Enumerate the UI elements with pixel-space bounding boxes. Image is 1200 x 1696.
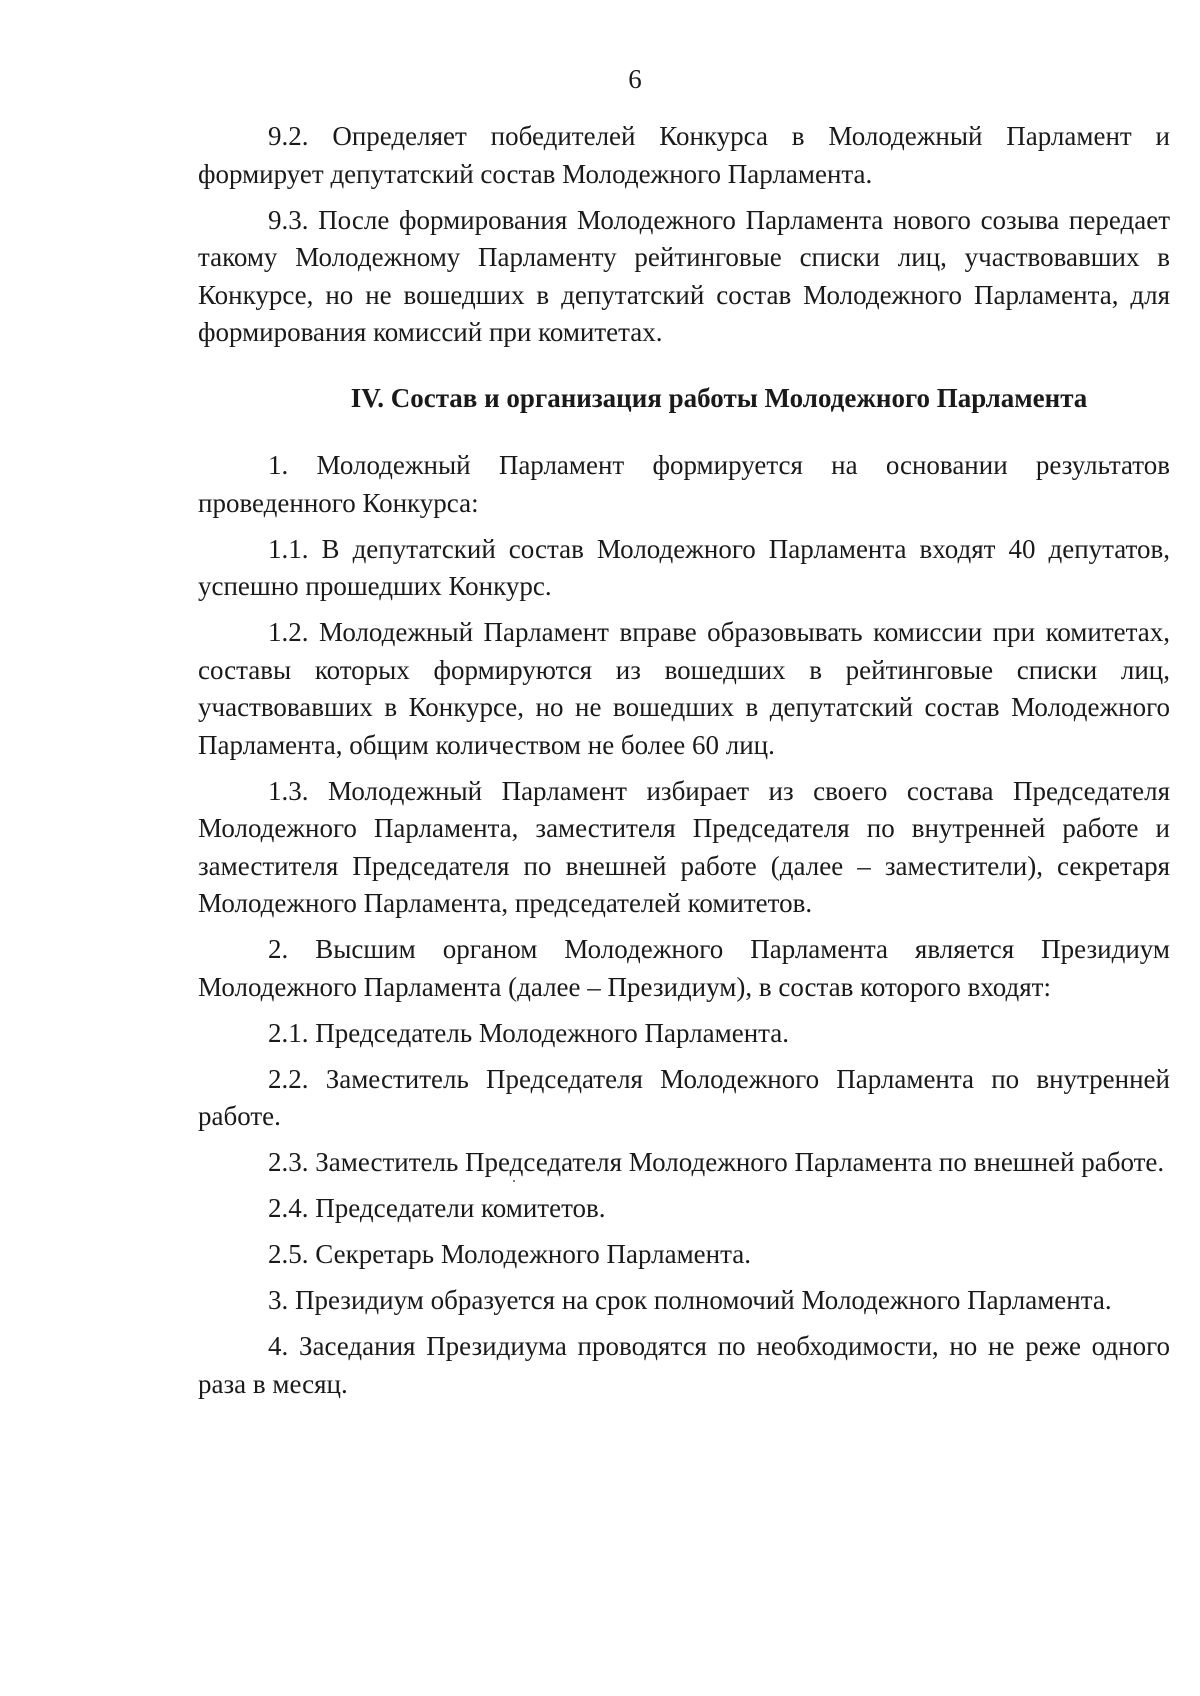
paragraph-1-2: 1.2. Молодежный Парламент вправе образовывать комиссии при комитетах, составы которых формируются из вошедших в рейтинговые списки лиц, участвовавших в Конкурсе, но не вошедших в депутатский состав Молодежного Парламента, общим количеством не более 60 лиц. — [198, 617, 1170, 760]
paragraph-2-1: 2.1. Председатель Молодежного Парламента. — [268, 1017, 790, 1048]
paragraph-2-3: 2.3. Заместитель Председателя Молодежного Парламента по внешней работе. — [268, 1147, 1165, 1177]
paragraph-3: 3. Президиум образуется на срок полномочий Молодежного Парламента. — [268, 1285, 1112, 1315]
scan-speck — [513, 1180, 515, 1182]
paragraph-2-4: 2.4. Председатели комитетов. — [268, 1193, 606, 1223]
paragraph-2-5: 2.5. Секретарь Молодежного Парламента. — [268, 1239, 751, 1269]
paragraph-9-2: 9.2. Определяет победителей Конкурса в Молодежный Парламент и формирует депутатский состав Молодежного Парламента. — [198, 121, 1170, 189]
document-body — [198, 118, 1170, 1412]
paragraph-1: 1. Молодежный Парламент формируется на основании результатов проведенного Конкурса: — [198, 450, 1170, 518]
paragraph-1-1: 1.1. В депутатский состав Молодежного Парламента входят 40 депутатов, успешно прошедших Конкурс. — [198, 533, 1170, 601]
paragraph-2-2: 2.2. Заместитель Председателя Молодежного Парламента по внутренней работе. — [198, 1063, 1170, 1131]
section-heading: IV. Состав и организация работы Молодежного Парламента — [350, 382, 1088, 413]
page-number: 6 — [628, 64, 642, 94]
paragraph-9-3: 9.3. После формирования Молодежного Парламента нового созыва передает такому Молодежному Парламенту рейтинговые списки лиц, участвовавших в Конкурсе, но не вошедших в депутатский состав Молодежного Парламента, для формирования комиссий при комитетах. — [198, 204, 1170, 347]
paragraph-4: 4. Заседания Президиума проводятся по необходимости, но не реже одного раза в месяц. — [198, 1331, 1170, 1399]
paragraph-2: 2. Высшим органом Молодежного Парламента является Президиум Молодежного Парламента (далее – Президиум), в состав которого входят: — [198, 934, 1170, 1002]
paragraph-1-3: 1.3. Молодежный Парламент избирает из своего состава Председателя Молодежного Парламента, заместителя Председателя по внутренней работе и заместителя Председателя по внешней работе (далее – заместители), секретаря Молодежного Парламента, председателей комитетов. — [198, 775, 1170, 918]
